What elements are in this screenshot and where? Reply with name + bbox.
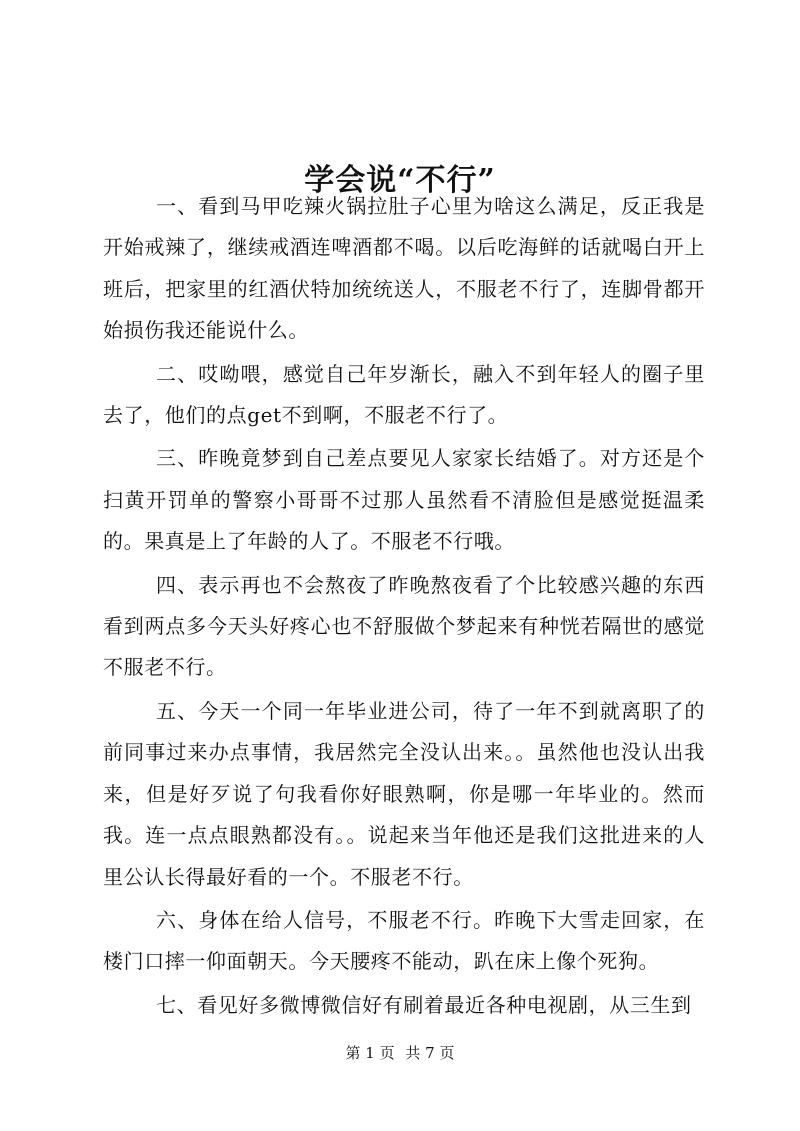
paragraph-6: 六、身体在给人信号，不服老不行。昨晚下大雪走回家，在楼门口摔一仰面朝天。今天腰疼不能动，趴在床上像个死狗。	[103, 907, 705, 974]
document-body	[103, 186, 705, 1026]
paragraph-5: 五、今天一个同一年毕业进公司，待了一年不到就离职了的前同事过来办点事情，我居然完全没认出来。。虽然他也没认出我来，但是好歹说了句我看你好眼熟啊，你是哪一年毕业的。然而我。连一点点眼熟都没有。。说起来当年他还是我们这批进来的人里公认长得最好看的一个。不服老不行。	[103, 698, 705, 889]
paragraph-3: 三、昨晚竟梦到自己差点要见人家家长结婚了。对方还是个扫黄开罚单的警察小哥哥不过那人虽然看不清脸但是感觉挺温柔的。果真是上了年龄的人了。不服老不行哦。	[103, 446, 705, 554]
paragraph-1: 一、看到马甲吃辣火锅拉肚子心里为啥这么满足，反正我是开始戒辣了，继续戒酒连啤酒都不喝。以后吃海鲜的话就喝白开上班后，把家里的红酒伏特加统统送人，不服老不行了，连脚骨都开始损伤我还能说什么。	[103, 194, 705, 343]
page-footer	[0, 1043, 800, 1063]
paragraph-2: 二、哎呦喂，感觉自己年岁渐长，融入不到年轻人的圈子里去了，他们的点get不到啊，不服老不行了。	[103, 361, 705, 428]
page-number: 第 1 页	[345, 1044, 395, 1062]
paragraph-7: 七、看见好多微博微信好有刷着最近各种电视剧，从三生到	[156, 992, 692, 1017]
page-total: 共 7 页	[405, 1044, 455, 1062]
document-title: 学会说“不行”	[304, 163, 496, 199]
paragraph-4: 四、表示再也不会熬夜了昨晚熬夜看了个比较感兴趣的东西看到两点多今天头好疼心也不舒服做个梦起来有种恍若隔世的感觉不服老不行。	[103, 572, 705, 680]
